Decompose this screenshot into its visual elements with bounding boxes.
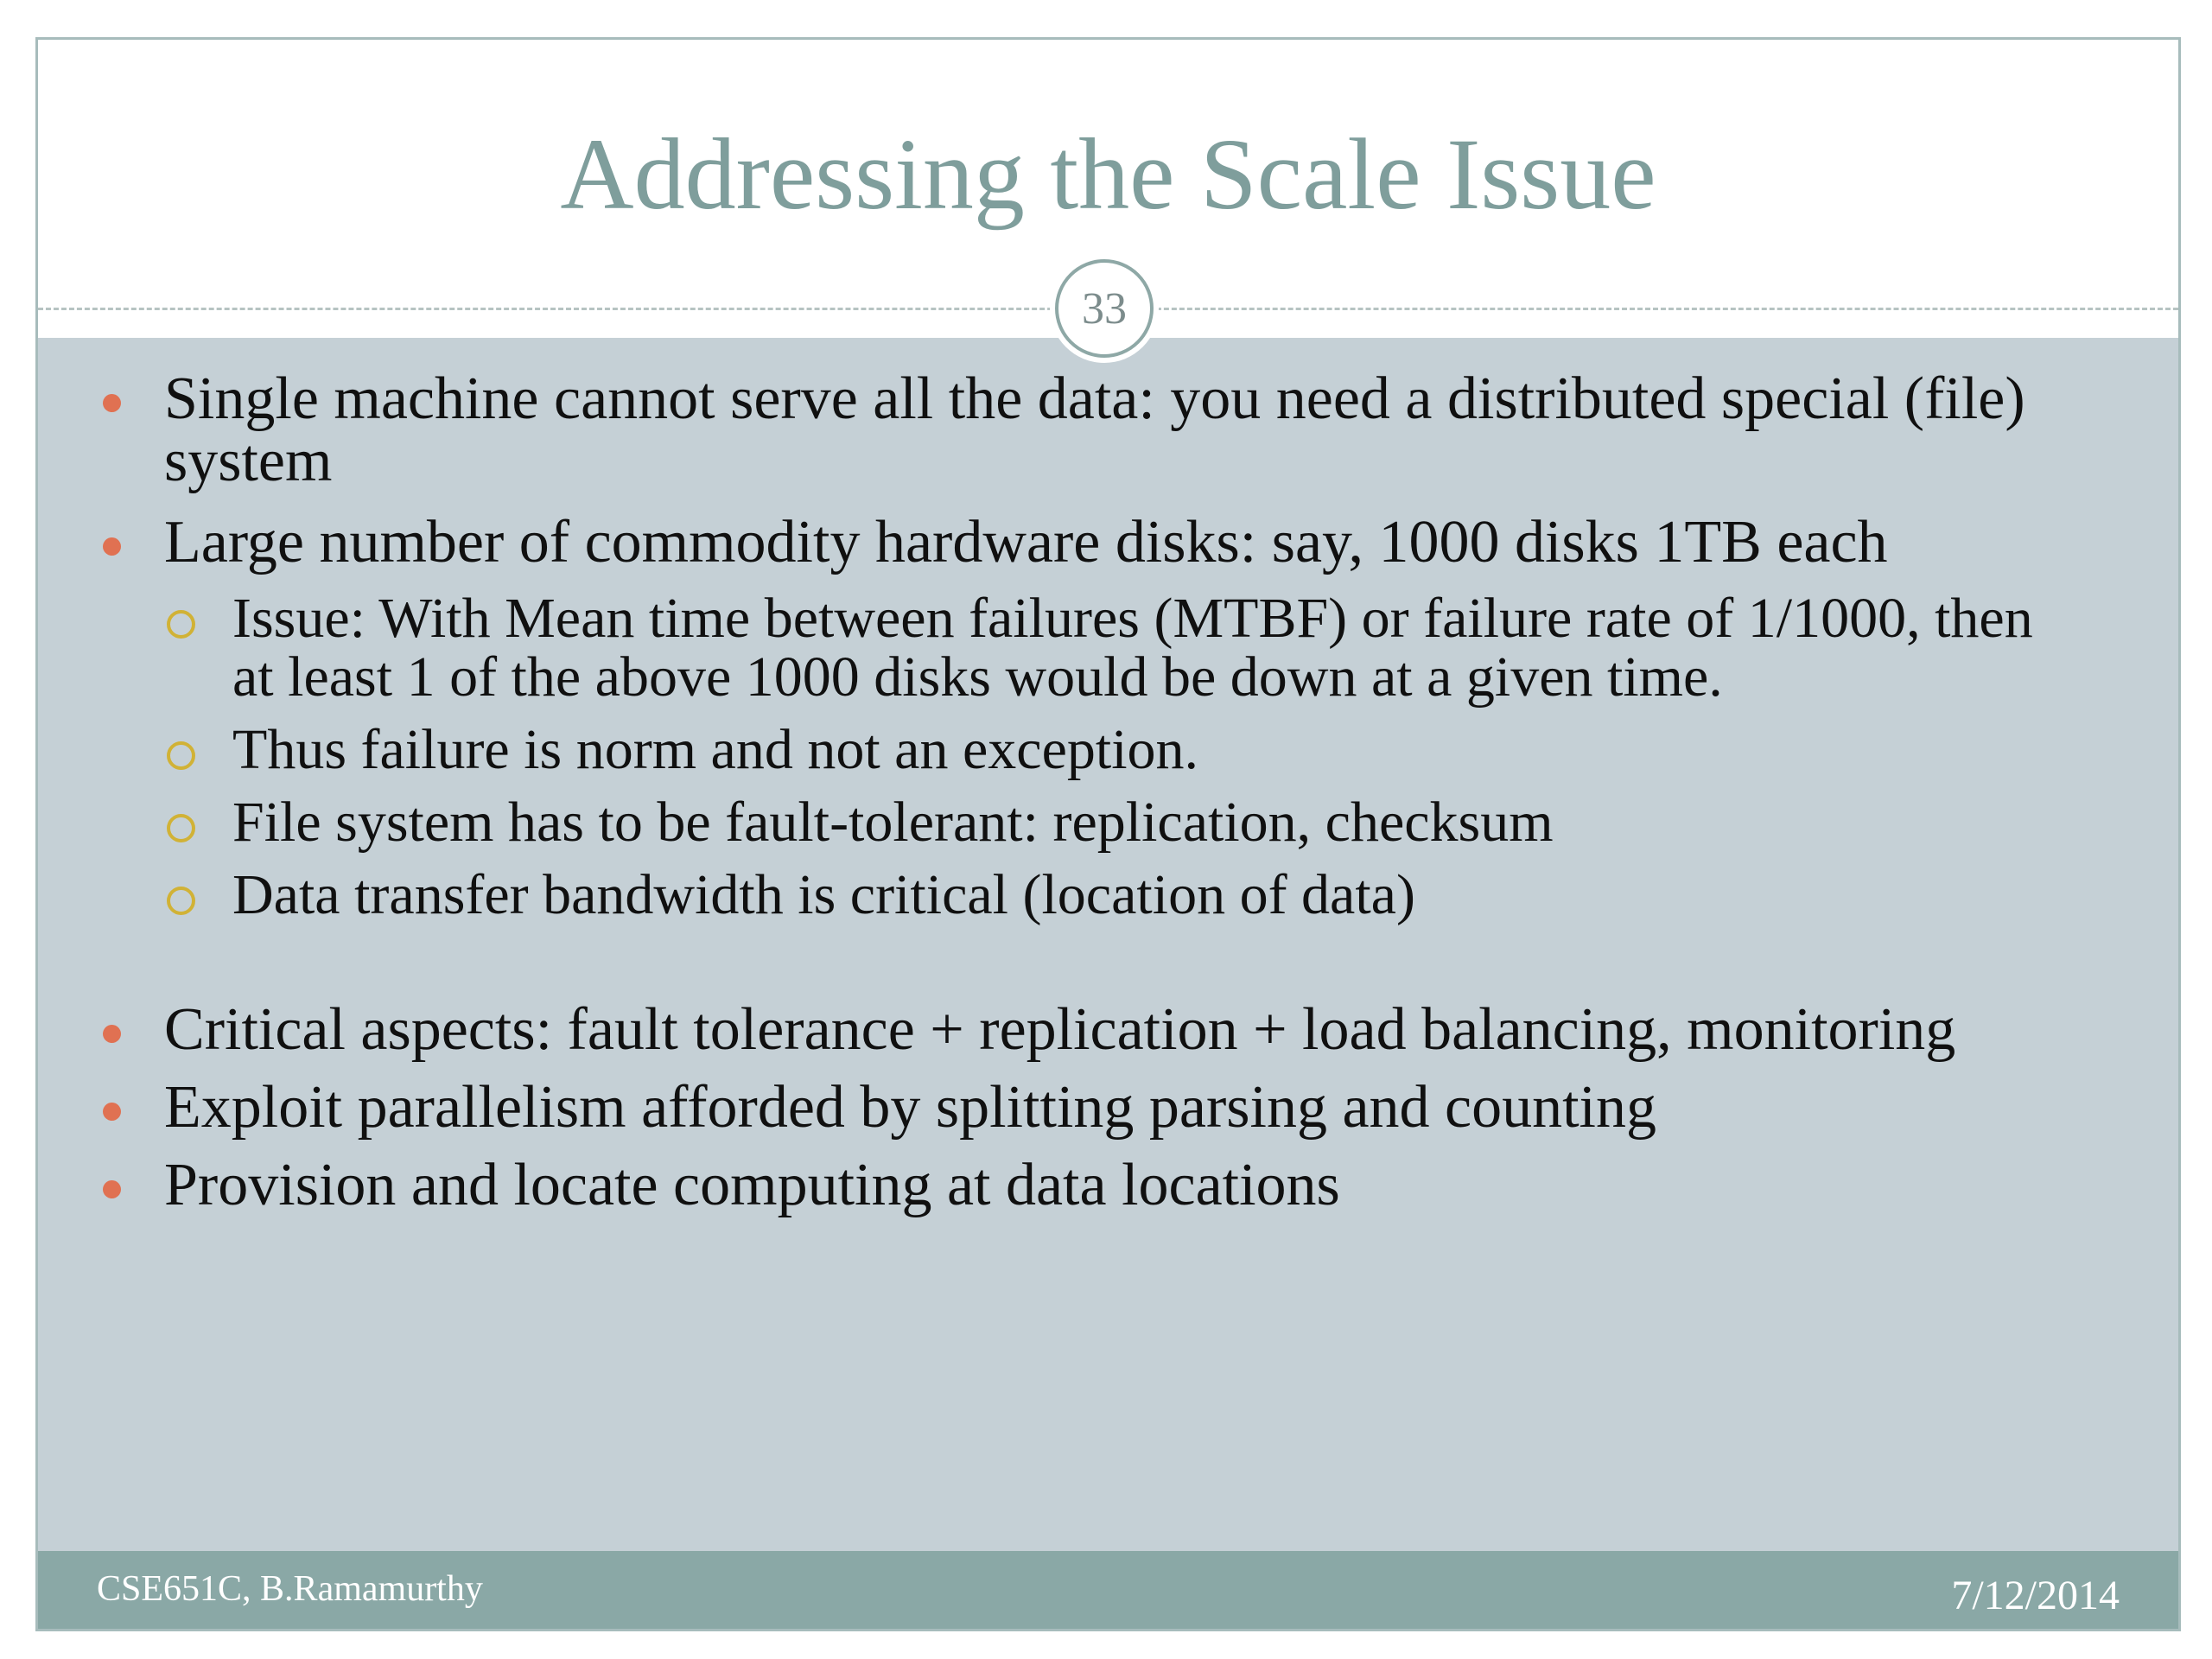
sub-bullet-text: Data transfer bandwidth is critical (location of data)	[232, 863, 1415, 926]
bullet-item	[38, 1154, 2178, 1217]
bullet-dot-icon	[103, 1025, 121, 1043]
slide-footer	[38, 1551, 2178, 1629]
bullet-item	[38, 996, 2178, 1063]
bullet-item	[38, 509, 2178, 575]
footer-date: 7/12/2014	[1951, 1573, 2120, 1618]
bullet-dot-icon	[103, 1103, 121, 1121]
sub-bullet-circle-icon	[167, 741, 195, 770]
sub-bullet-text: Issue: With Mean time between failures (MTBF) or failure rate of 1/1000, then at least 1 of the above 1000 disks would be down at a given time.	[232, 587, 2033, 709]
page-number: 33	[1055, 259, 1154, 358]
bullet-item	[38, 365, 2178, 494]
bullet-text: Large number of commodity hardware disks: say, 1000 disks 1TB each	[164, 509, 1888, 575]
bullet-text: Provision and locate computing at data locations	[164, 1152, 1340, 1218]
sub-bullet-circle-icon	[167, 814, 195, 842]
sub-bullet-circle-icon	[167, 887, 195, 915]
sub-bullet-text: File system has to be fault-tolerant: replication, checksum	[232, 791, 1554, 854]
bullet-dot-icon	[103, 394, 121, 412]
slide-title: Addressing the Scale Issue	[560, 118, 1656, 231]
sub-bullet-text: Thus failure is norm and not an exception.	[232, 718, 1199, 781]
sub-bullet-circle-icon	[167, 610, 195, 639]
bullet-text: Single machine cannot serve all the data: you need a distributed special (file) system	[164, 365, 2025, 494]
sub-bullet-item	[38, 863, 2178, 926]
bullet-dot-icon	[103, 1180, 121, 1198]
sub-bullet-item	[38, 718, 2178, 781]
sub-bullet-item	[38, 589, 2178, 707]
slide	[35, 37, 2181, 1631]
footer-author: CSE651C, B.Ramamurthy	[97, 1569, 483, 1609]
bullet-text: Exploit parallelism afforded by splitting parsing and counting	[164, 1074, 1656, 1141]
bullet-item	[38, 1074, 2178, 1141]
page-number-badge	[1050, 254, 1159, 363]
bullet-text: Critical aspects: fault tolerance + replication + load balancing, monitoring	[164, 996, 1956, 1063]
bullet-list	[38, 365, 2178, 1218]
sub-bullet-item	[38, 793, 2178, 852]
bullet-dot-icon	[103, 537, 121, 556]
